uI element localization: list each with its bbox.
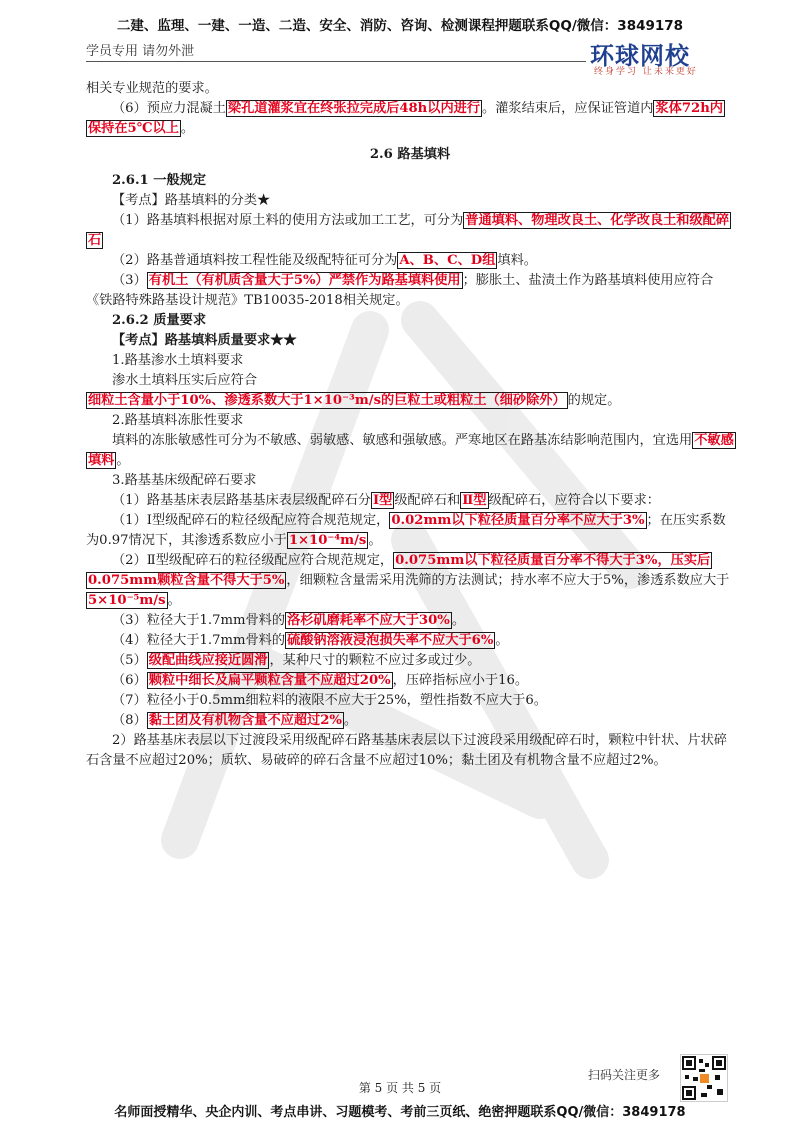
text-span: 渗水土填料压实后应符合 bbox=[112, 373, 258, 388]
key-point-label: 【考点】路基填料的分类★ bbox=[112, 193, 271, 208]
highlight-key-point: 1×10⁻⁴m/s bbox=[288, 533, 367, 548]
text-span: ，细颗粒含量需采用洗筛的方法测试；持水率不应大于5%，渗透系数应大于 bbox=[286, 573, 730, 588]
paragraph-item-3 bbox=[86, 611, 734, 631]
highlight-key-point: Ⅱ型 bbox=[462, 493, 487, 508]
text-span: （4）粒径大于1.7mm骨料的 bbox=[112, 633, 286, 648]
highlight-key-point: 洛杉矶磨耗率不应大于30% bbox=[287, 613, 450, 628]
paragraph-transition: 2）路基基床表层以下过渡段采用级配碎石路基基床表层以下过渡段采用级配碎石时，颗粒中针状、片状碎石含量不应超过20%；质软、易破碎的碎石含量不应超过10%；黏土团及有机物含量不应超过2%。 bbox=[86, 733, 728, 768]
text-span: 。 bbox=[451, 613, 466, 628]
highlight-key-point: Ⅰ型 bbox=[372, 493, 393, 508]
text-span: （6）预应力混凝土 bbox=[112, 101, 226, 116]
text-span: 的规定。 bbox=[567, 393, 621, 408]
section-title: 2.6 路基填料 bbox=[369, 147, 451, 162]
header-banner: 二建、监理、一建、一造、二造、安全、消防、咨询、检测课程押题联系QQ/微信：3849178 bbox=[116, 18, 684, 34]
paragraph-item-8 bbox=[86, 711, 734, 731]
paragraph-type2 bbox=[86, 551, 734, 611]
paragraph-gravel-types bbox=[86, 491, 734, 511]
paragraph-organic-soil bbox=[86, 271, 734, 311]
highlight-key-point: 硫酸钠溶液浸泡损失率不应大于6% bbox=[287, 633, 494, 648]
highlight-key-point: 浆体72h内保持在5℃以上 bbox=[88, 101, 723, 136]
text-span: 。 bbox=[495, 633, 509, 648]
text-span: 。 bbox=[116, 453, 130, 468]
paragraph-frost bbox=[86, 431, 734, 471]
item-heading: 1.路基渗水土填料要求 bbox=[112, 353, 244, 368]
text-span: 。 bbox=[343, 713, 358, 728]
text-span: （2）路基普通填料按工程性能及级配特征可分为 bbox=[112, 253, 398, 268]
text-span: （8） bbox=[112, 713, 147, 728]
item-heading: 3.路基基床级配碎石要求 bbox=[112, 473, 257, 488]
header-divider bbox=[86, 61, 586, 62]
highlight-key-point: 不敏感填料 bbox=[88, 433, 734, 468]
paragraph-permeable-soil bbox=[86, 371, 734, 411]
text-span: 。 bbox=[180, 121, 195, 136]
subsection-title: 2.6.1 一般规定 bbox=[112, 173, 207, 188]
subsection-title: 2.6.2 质量要求 bbox=[112, 313, 207, 328]
text-span: ，某种尺寸的颗粒不应过多或过少。 bbox=[269, 653, 481, 668]
footer-banner: 名师面授精华、央企内训、考点串讲、习题模考、考前三页纸、绝密押题联系QQ/微信：3849178 bbox=[114, 1105, 686, 1120]
paragraph-groups bbox=[86, 251, 734, 271]
text-span: （1）Ⅰ型级配碎石的粒径级配应符合规范规定， bbox=[112, 513, 390, 528]
highlight-key-point: 级配曲线应接近圆滑 bbox=[148, 653, 268, 668]
document-body bbox=[86, 79, 734, 771]
paragraph-item-7: （7）粒径小于0.5mm细粒料的液限不应大于25%，塑性指数不应大于6。 bbox=[112, 693, 547, 708]
text-span: ，压碎指标应小于16。 bbox=[392, 673, 529, 688]
highlight-key-point: 普通填料、物理改良土、化学改良土和级配碎石 bbox=[88, 213, 730, 248]
header-label: 学员专用 请勿外泄 bbox=[86, 44, 195, 59]
text-span: （5） bbox=[112, 653, 147, 668]
text-span: 填料。 bbox=[497, 253, 537, 268]
text-span: （3）粒径大于1.7mm骨料的 bbox=[112, 613, 286, 628]
highlight-key-point: A、B、C、D组 bbox=[399, 253, 496, 268]
logo-title: 环球网校 bbox=[590, 42, 690, 70]
text-line: 相关专业规范的要求。 bbox=[86, 81, 218, 96]
paragraph-classification bbox=[86, 211, 734, 251]
paragraph-item-5 bbox=[86, 651, 734, 671]
item-heading: 2.路基填料冻胀性要求 bbox=[112, 413, 244, 428]
logo-slogan: 终身学习 让未来更好 bbox=[594, 67, 698, 77]
scan-hint: 扫码关注更多 bbox=[588, 1068, 661, 1082]
text-span: （6） bbox=[112, 673, 147, 688]
text-span: 。 bbox=[368, 533, 382, 548]
paragraph-item-4 bbox=[86, 631, 734, 651]
logo bbox=[590, 36, 740, 80]
text-span: （1）路基基床表层路基基床表层级配碎石分 bbox=[112, 493, 371, 508]
key-point-label: 【考点】路基填料质量要求★★ bbox=[112, 333, 297, 348]
page-number: 第 5 页 共 5 页 bbox=[358, 1081, 442, 1095]
highlight-key-point: 细粒土含量小于10%、渗透系数大于1×10⁻³m/s的巨粒土或粗粒土（细砂除外） bbox=[88, 393, 566, 408]
paragraph-grouting bbox=[86, 99, 734, 139]
text-span: 填料的冻胀敏感性可分为不敏感、弱敏感、敏感和强敏感。严寒地区在路基冻结影响范围内，宜选用 bbox=[112, 433, 693, 448]
text-span: ；在压实系数为0.97情况下，其渗透系数应小于 bbox=[86, 513, 726, 548]
highlight-key-point: 5×10⁻⁵m/s bbox=[88, 593, 166, 608]
highlight-key-point: 梁孔道灌浆宜在终张拉完成后48h以内进行 bbox=[227, 101, 481, 116]
paragraph-item-6 bbox=[86, 671, 734, 691]
text-span: 。 bbox=[167, 593, 181, 608]
highlight-key-point: 颗粒中细长及扁平颗粒含量不应超过20% bbox=[148, 673, 391, 688]
text-span: （3） bbox=[112, 273, 147, 288]
text-span: 级配碎石，应符合以下要求： bbox=[488, 493, 660, 508]
highlight-key-point: 0.075mm以下粒径质量百分率不得大于3%，压实后0.075mm颗粒含量不得大于5% bbox=[88, 553, 711, 588]
highlight-key-point: 0.02mm以下粒径质量百分率不应大于3% bbox=[391, 513, 645, 528]
paragraph-type1 bbox=[86, 511, 734, 551]
text-span: 。灌浆结束后，应保证管道内 bbox=[482, 101, 654, 116]
text-span: （2）Ⅱ型级配碎石的粒径级配应符合规范规定， bbox=[112, 553, 394, 568]
text-span: ；膨胀土、盐渍土作为路基填料使用应符合《铁路特殊路基设计规范》TB10035-2018相关规定。 bbox=[86, 273, 714, 308]
text-span: （1）路基填料根据对原土料的使用方法或加工工艺，可分为 bbox=[112, 213, 464, 228]
highlight-key-point: 有机土（有机质含量大于5%）严禁作为路基填料使用 bbox=[148, 273, 461, 288]
text-span: 级配碎石和 bbox=[394, 493, 461, 508]
highlight-key-point: 黏土团及有机物含量不应超过2% bbox=[148, 713, 342, 728]
